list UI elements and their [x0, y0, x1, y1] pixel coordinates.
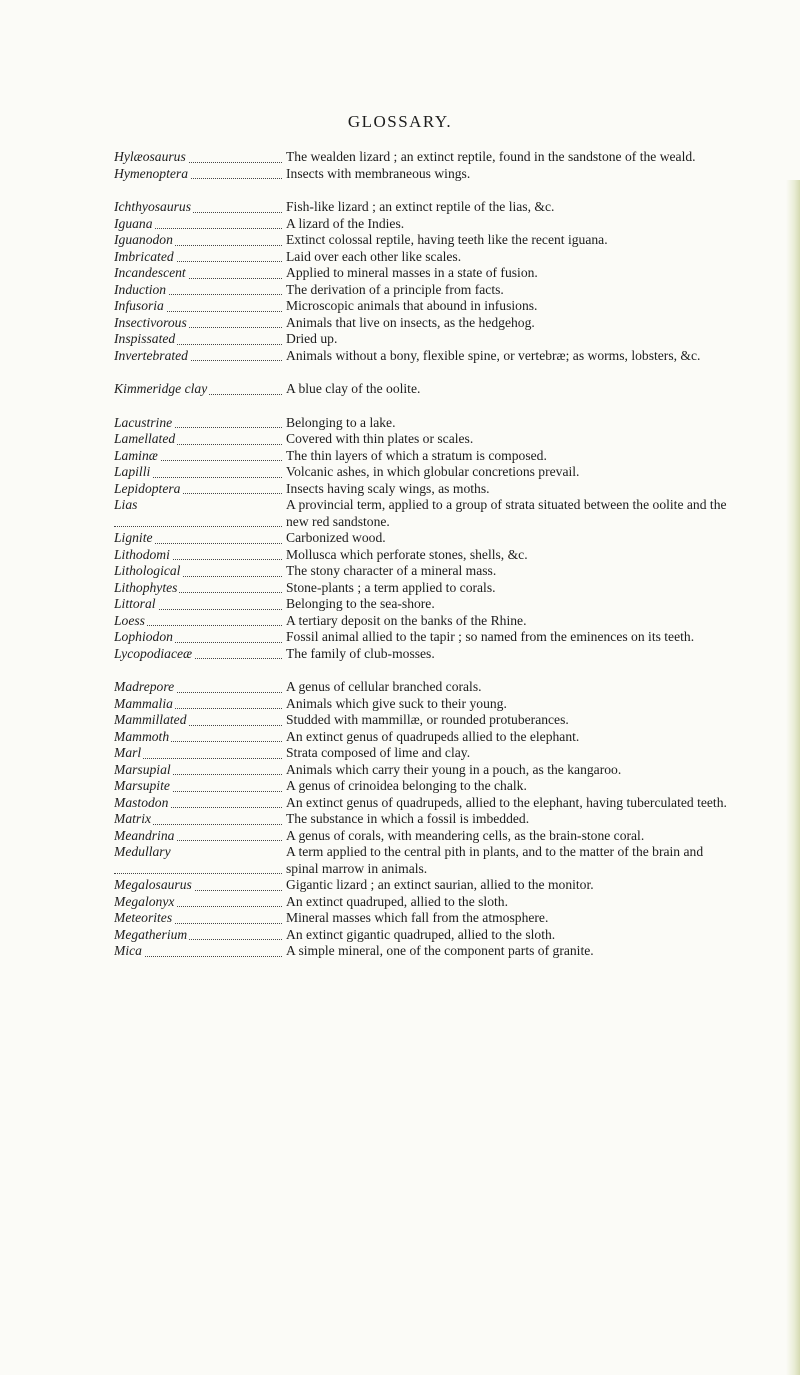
glossary-term: Lias	[114, 497, 138, 512]
glossary-group	[114, 199, 754, 364]
glossary-term: Marl	[114, 745, 142, 760]
term-cell	[114, 431, 286, 448]
glossary-entry	[114, 844, 754, 877]
glossary-term: Inspissated	[114, 331, 176, 346]
glossary-term: Infusoria	[114, 298, 164, 313]
glossary-entry	[114, 613, 754, 630]
glossary-definition: Covered with thin plates or scales.	[286, 431, 474, 446]
term-cell	[114, 530, 286, 547]
glossary-group	[114, 381, 754, 398]
glossary-entry	[114, 910, 754, 927]
glossary-term: Kimmeridge clay	[114, 381, 208, 396]
term-cell	[114, 348, 286, 365]
glossary-definition: The thin layers of which a stratum is composed.	[286, 447, 547, 463]
glossary-entry	[114, 199, 754, 216]
glossary-term: Imbricated	[114, 248, 174, 264]
term-cell	[114, 679, 286, 696]
glossary-definition: A genus of crinoidea belonging to the chalk.	[286, 778, 527, 793]
term-cell	[114, 563, 286, 580]
glossary-definition: An extinct quadruped, allied to the sloth.	[286, 893, 508, 909]
glossary-definition: Microscopic animals that abound in infusions.	[286, 298, 538, 313]
glossary-term: Megatherium	[114, 926, 188, 942]
term-cell	[114, 729, 286, 746]
glossary-entry	[114, 629, 754, 646]
glossary-definition: Animals without a bony, flexible spine, or vertebræ; as worms, lobsters, &c.	[286, 347, 701, 363]
term-cell	[114, 464, 286, 481]
term-cell	[114, 943, 286, 960]
glossary-term: Lycopodiaceæ	[114, 645, 193, 661]
glossary-entry	[114, 762, 754, 779]
glossary-entry	[114, 778, 754, 795]
term-cell	[114, 315, 286, 332]
dot-leader	[114, 873, 282, 874]
glossary-list	[114, 149, 754, 977]
glossary-term: Hylæosaurus	[114, 149, 186, 164]
glossary-entry	[114, 927, 754, 944]
glossary-entry	[114, 481, 754, 498]
glossary-definition: A lizard of the Indies.	[286, 215, 405, 231]
glossary-term: Mammoth	[114, 728, 170, 744]
term-cell	[114, 282, 286, 299]
term-cell	[114, 613, 286, 630]
term-cell	[114, 811, 286, 828]
term-cell	[114, 629, 286, 646]
glossary-term: Madrepore	[114, 679, 175, 694]
glossary-definition: Dried up.	[286, 331, 338, 346]
glossary-entry	[114, 563, 754, 580]
glossary-term: Iguanodon	[114, 232, 173, 247]
glossary-definition: Insects with membraneous wings.	[286, 165, 471, 181]
glossary-entry	[114, 149, 754, 166]
glossary-definition: Animals which carry their young in a pouch, as the kangaroo.	[286, 761, 622, 777]
glossary-term: Mammalia	[114, 695, 173, 711]
term-cell	[114, 778, 286, 795]
term-cell	[114, 265, 286, 282]
glossary-group	[114, 679, 754, 960]
term-cell	[114, 894, 286, 911]
glossary-term: Marsupial	[114, 761, 171, 777]
term-cell	[114, 448, 286, 465]
term-cell	[114, 481, 286, 498]
glossary-entry	[114, 580, 754, 597]
term-cell	[114, 249, 286, 266]
term-cell	[114, 795, 286, 812]
glossary-entry	[114, 811, 754, 828]
glossary-entry	[114, 596, 754, 613]
term-cell	[114, 298, 286, 315]
glossary-term: Hymenoptera	[114, 165, 188, 181]
glossary-definition: An extinct genus of quadrupeds, allied to the elephant, having tuberculated teeth.	[286, 794, 727, 810]
glossary-entry	[114, 795, 754, 812]
glossary-definition: Mineral masses which fall from the atmosphere.	[286, 910, 549, 925]
glossary-term: Iguana	[114, 215, 153, 231]
glossary-entry	[114, 249, 754, 266]
glossary-entry	[114, 331, 754, 348]
term-cell	[114, 910, 286, 927]
glossary-definition: Extinct colossal reptile, having teeth like the recent iguana.	[286, 232, 608, 247]
glossary-term: Megalonyx	[114, 893, 175, 909]
glossary-definition: A genus of corals, with meandering cells, as the brain-stone coral.	[286, 827, 645, 843]
glossary-term: Lamellated	[114, 431, 176, 446]
glossary-term: Meandrina	[114, 827, 175, 843]
glossary-term: Mammillated	[114, 712, 187, 727]
term-cell	[114, 646, 286, 663]
glossary-entry	[114, 547, 754, 564]
glossary-definition: Laid over each other like scales.	[286, 248, 462, 264]
glossary-definition: The stony character of a mineral mass.	[286, 563, 497, 578]
glossary-entry	[114, 877, 754, 894]
glossary-entry	[114, 315, 754, 332]
glossary-entry	[114, 464, 754, 481]
term-cell	[114, 216, 286, 233]
glossary-entry	[114, 894, 754, 911]
glossary-entry	[114, 381, 754, 398]
glossary-entry	[114, 745, 754, 762]
glossary-definition: An extinct gigantic quadruped, allied to the sloth.	[286, 926, 556, 942]
term-cell	[114, 232, 286, 249]
glossary-term: Meteorites	[114, 910, 173, 925]
glossary-entry	[114, 712, 754, 729]
glossary-definition: A simple mineral, one of the component parts of granite.	[286, 943, 594, 958]
glossary-definition: Studded with mammillæ, or rounded protuberances.	[286, 712, 569, 727]
term-cell	[114, 877, 286, 894]
page-header: GLOSSARY.	[347, 112, 453, 131]
glossary-entry	[114, 166, 754, 183]
glossary-entry	[114, 431, 754, 448]
glossary-term: Laminæ	[114, 447, 158, 463]
glossary-definition: Applied to mineral masses in a state of fusion.	[286, 265, 538, 280]
glossary-definition: A tertiary deposit on the banks of the Rhine.	[286, 612, 527, 628]
glossary-entry	[114, 497, 754, 530]
page-edge-stain	[786, 180, 800, 1375]
glossary-definition: An extinct genus of quadrupeds allied to the elephant.	[286, 728, 580, 744]
glossary-group	[114, 415, 754, 663]
glossary-term: Mica	[114, 943, 142, 958]
term-cell	[114, 166, 286, 183]
glossary-definition: A term applied to the central pith in plants, and to the matter of the brain and spinal marrow in animals.	[286, 844, 704, 876]
glossary-definition: Belonging to a lake.	[286, 414, 396, 430]
glossary-term: Loess	[114, 612, 145, 628]
glossary-term: Megalosaurus	[114, 877, 192, 892]
term-cell	[114, 927, 286, 944]
glossary-definition: The substance in which a fossil is imbedded.	[286, 811, 530, 826]
glossary-entry	[114, 265, 754, 282]
term-cell	[114, 497, 286, 530]
glossary-term: Lithophytes	[114, 579, 178, 595]
glossary-definition: Fish-like lizard ; an extinct reptile of the lias, &c.	[286, 199, 555, 214]
glossary-entry	[114, 696, 754, 713]
glossary-definition: A provincial term, applied to a group of strata situated between the oolite and the new red sandstone.	[286, 497, 727, 529]
glossary-definition: Belonging to the sea-shore.	[286, 596, 435, 611]
term-cell	[114, 580, 286, 597]
glossary-definition: Mollusca which perforate stones, shells, &c.	[286, 546, 528, 562]
glossary-definition: Volcanic ashes, in which globular concretions prevail.	[286, 464, 580, 479]
glossary-definition: Animals that live on insects, as the hedgehog.	[286, 314, 535, 330]
glossary-term: Invertebrated	[114, 347, 188, 363]
glossary-term: Marsupite	[114, 778, 170, 793]
term-cell	[114, 712, 286, 729]
glossary-definition: Gigantic lizard ; an extinct saurian, allied to the monitor.	[286, 877, 594, 892]
glossary-entry	[114, 415, 754, 432]
glossary-entry	[114, 348, 754, 365]
term-cell	[114, 844, 286, 877]
glossary-entry	[114, 530, 754, 547]
glossary-definition: The wealden lizard ; an extinct reptile, found in the sandstone of the weald.	[286, 149, 696, 164]
glossary-entry	[114, 729, 754, 746]
glossary-term: Lophiodon	[114, 629, 173, 644]
glossary-definition: Insects having scaly wings, as moths.	[286, 480, 490, 496]
glossary-entry	[114, 216, 754, 233]
term-cell	[114, 596, 286, 613]
glossary-entry	[114, 448, 754, 465]
glossary-term: Ichthyosaurus	[114, 199, 192, 214]
glossary-group	[114, 149, 754, 182]
glossary-definition: Animals which give suck to their young.	[286, 695, 507, 711]
glossary-term: Littoral	[114, 596, 156, 611]
glossary-entry	[114, 646, 754, 663]
glossary-entry	[114, 943, 754, 960]
term-cell	[114, 745, 286, 762]
glossary-term: Lacustrine	[114, 414, 173, 430]
glossary-definition: Stone-plants ; a term applied to corals.	[286, 579, 496, 595]
term-cell	[114, 762, 286, 779]
term-cell	[114, 331, 286, 348]
glossary-definition: Carbonized wood.	[286, 530, 386, 545]
glossary-term: Mastodon	[114, 794, 169, 810]
glossary-definition: Strata composed of lime and clay.	[286, 745, 471, 760]
glossary-term: Medullary	[114, 844, 171, 859]
glossary-term: Induction	[114, 281, 167, 297]
term-cell	[114, 828, 286, 845]
glossary-definition: The derivation of a principle from facts.	[286, 281, 504, 297]
glossary-term: Lepidoptera	[114, 480, 181, 496]
glossary-entry	[114, 298, 754, 315]
glossary-entry	[114, 232, 754, 249]
glossary-definition: A genus of cellular branched corals.	[286, 679, 482, 694]
glossary-term: Matrix	[114, 811, 151, 826]
glossary-term: Lignite	[114, 530, 153, 545]
glossary-term: Lithodomi	[114, 546, 170, 562]
term-cell	[114, 381, 286, 398]
term-cell	[114, 415, 286, 432]
term-cell	[114, 547, 286, 564]
glossary-entry	[114, 828, 754, 845]
glossary-term: Incandescent	[114, 265, 186, 280]
glossary-definition: Fossil animal allied to the tapir ; so named from the eminences on its teeth.	[286, 629, 695, 644]
dot-leader	[114, 526, 282, 527]
glossary-term: Lithological	[114, 563, 181, 578]
glossary-term: Lapilli	[114, 464, 151, 479]
glossary-entry	[114, 282, 754, 299]
term-cell	[114, 149, 286, 166]
term-cell	[114, 696, 286, 713]
glossary-term: Insectivorous	[114, 314, 187, 330]
glossary-entry	[114, 679, 754, 696]
term-cell	[114, 199, 286, 216]
glossary-definition: The family of club-mosses.	[286, 645, 435, 661]
glossary-definition: A blue clay of the oolite.	[286, 381, 421, 396]
